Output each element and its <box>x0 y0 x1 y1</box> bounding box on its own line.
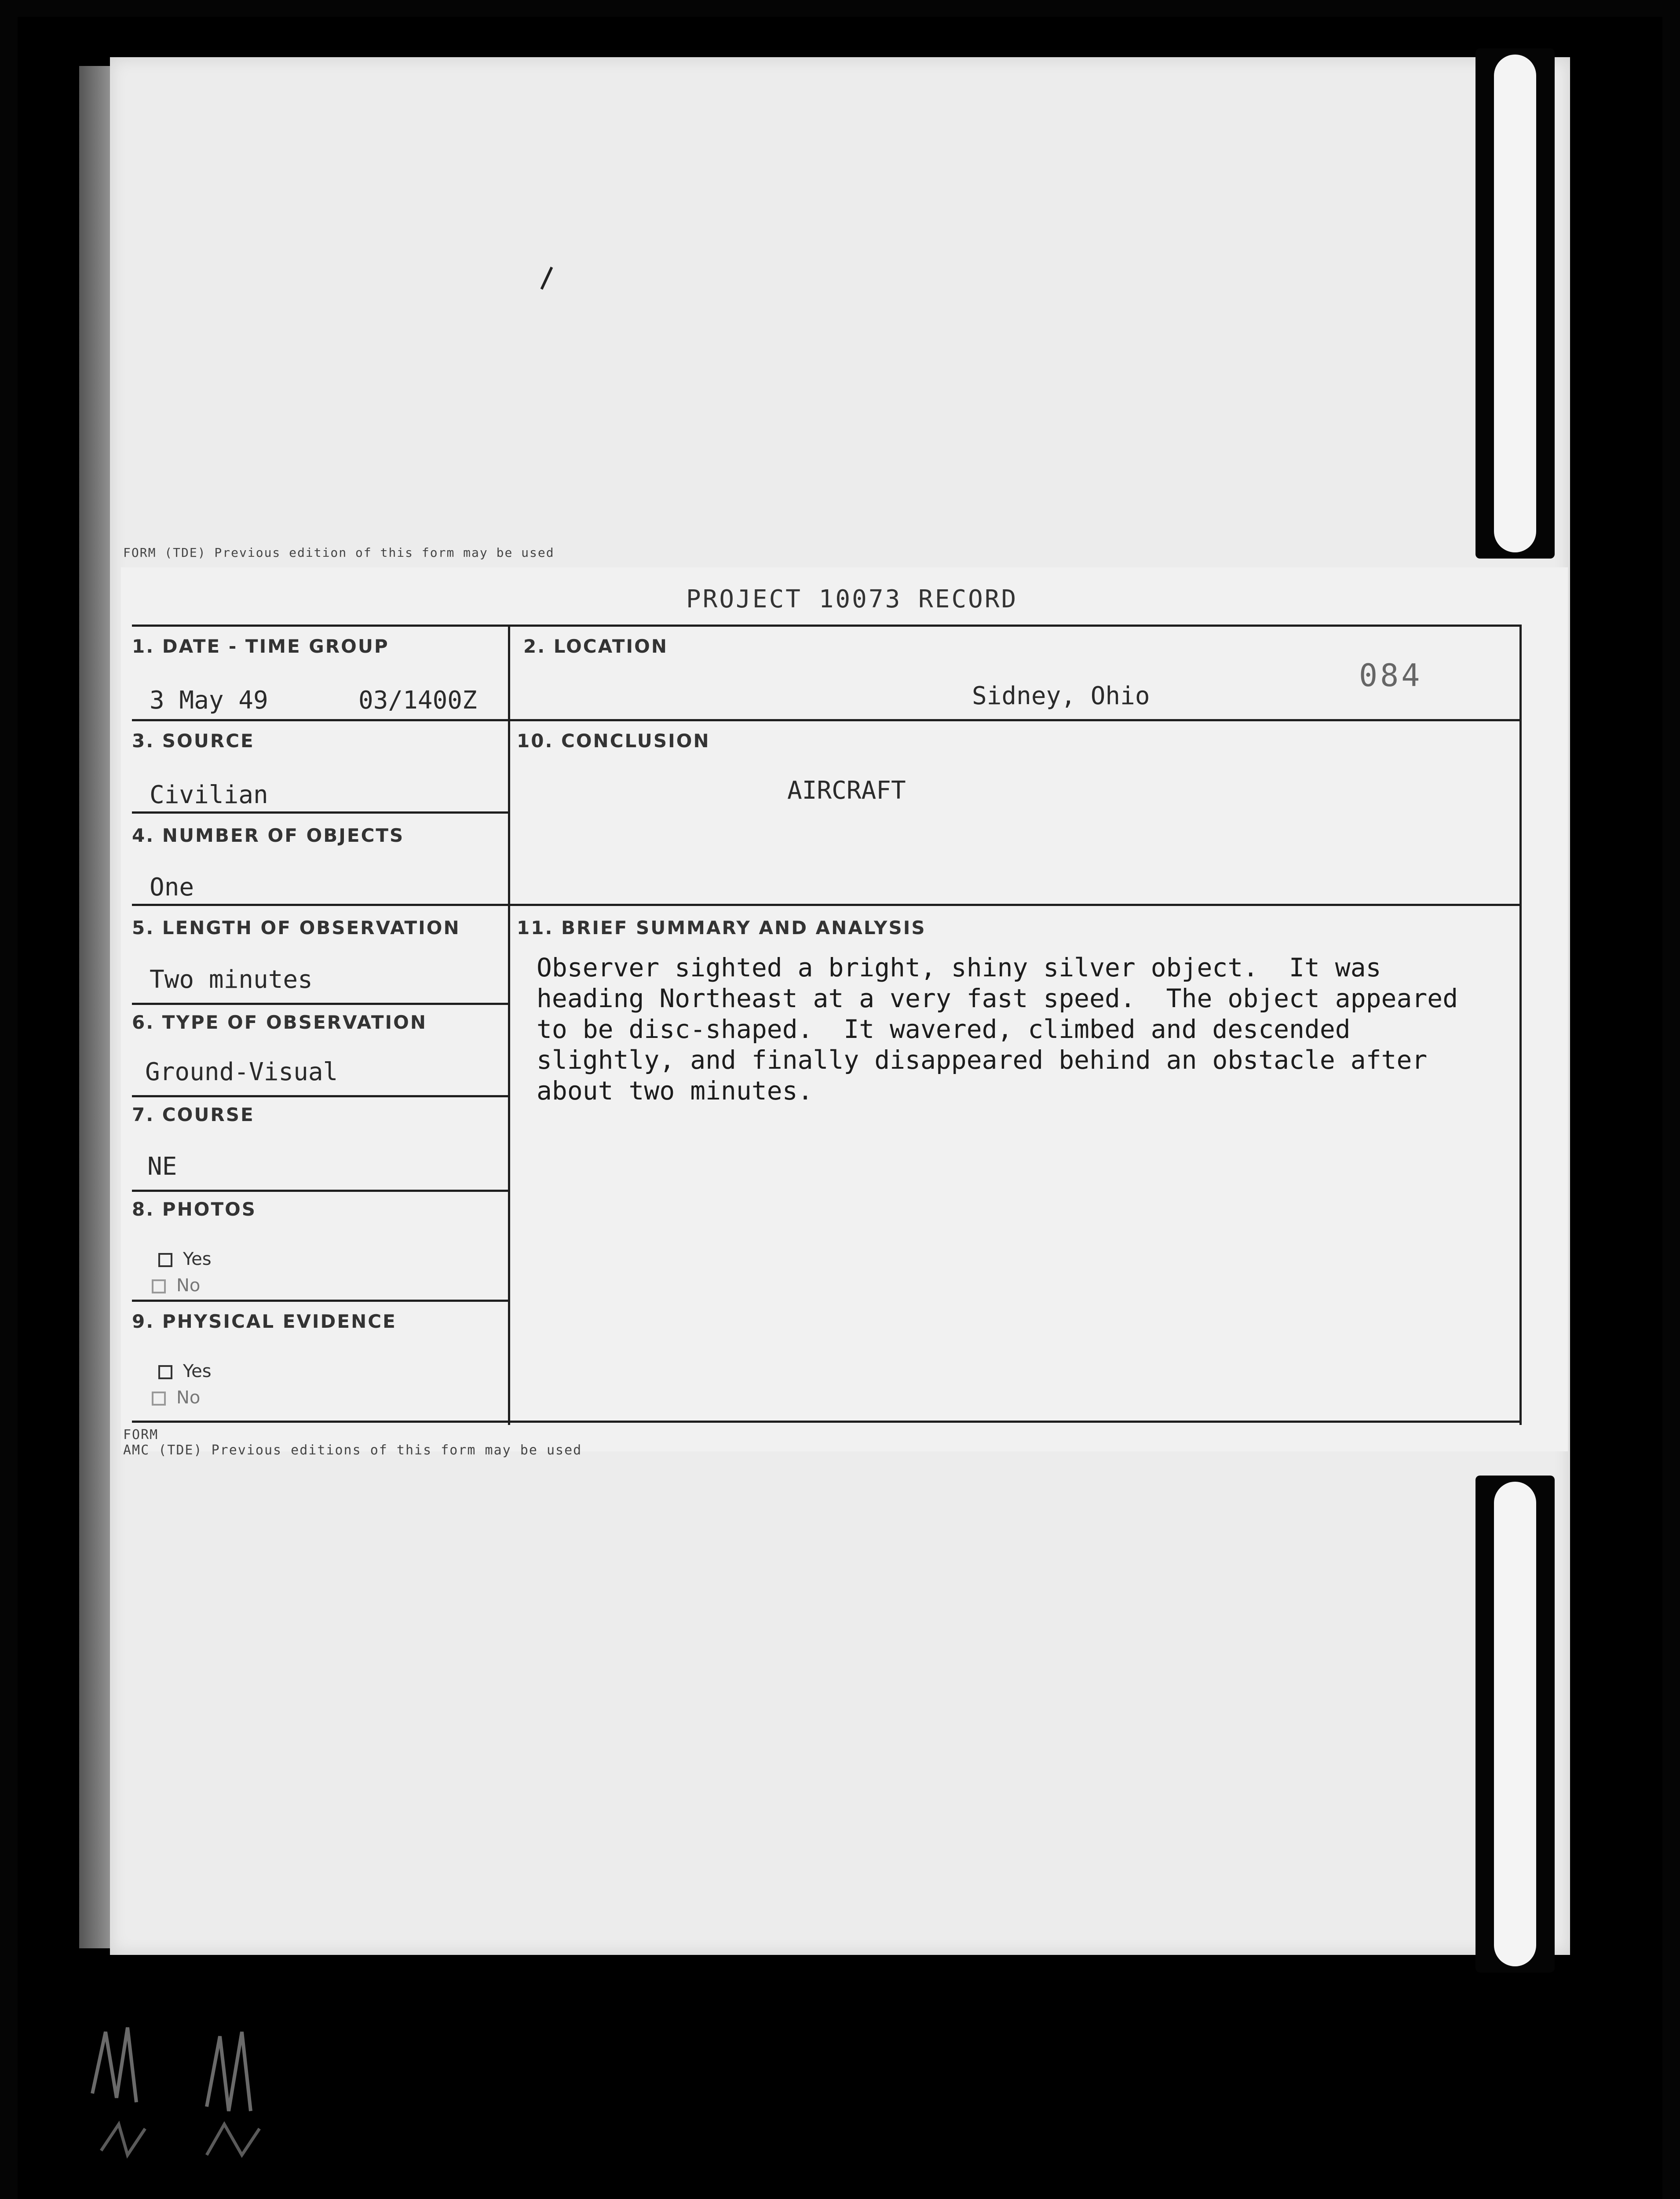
margin-handwriting-marks <box>75 2005 383 2173</box>
binder-clip-top <box>1475 48 1555 559</box>
evidence-yes-checkbox <box>158 1365 172 1379</box>
number-of-objects-value: One <box>150 873 194 902</box>
binder-clip-bottom <box>1475 1476 1555 1973</box>
photos-label: 8. PHOTOS <box>132 1198 257 1220</box>
evidence-yes-label: Yes <box>183 1361 212 1381</box>
course-value: NE <box>147 1152 177 1181</box>
paper-edge-shadow <box>79 66 114 1948</box>
rule-type <box>132 1095 510 1097</box>
type-of-observation-value: Ground-Visual <box>145 1058 338 1086</box>
conclusion-value: AIRCRAFT <box>787 776 906 805</box>
evidence-no-checkbox <box>152 1392 166 1406</box>
evidence-no-option <box>152 1388 200 1408</box>
rule-course <box>132 1190 510 1192</box>
form-header-strip: FORM (TDE) Previous edition of this form may be used <box>123 545 555 560</box>
rule-top <box>132 625 1522 627</box>
length-of-observation-label: 5. LENGTH OF OBSERVATION <box>132 917 460 939</box>
date-value: 3 May 49 <box>150 686 268 715</box>
form-footer-strip: FORM AMC (TDE) Previous editions of this form may be used <box>123 1427 582 1458</box>
rule-right-edge <box>1519 625 1522 1425</box>
document-number-stamp: 084 <box>1359 658 1423 694</box>
length-of-observation-value: Two minutes <box>150 965 313 994</box>
photos-no-option <box>152 1275 200 1296</box>
evidence-yes-option <box>158 1361 212 1381</box>
time-value: 03/1400Z <box>358 686 477 715</box>
conclusion-label: 10. CONCLUSION <box>517 730 710 752</box>
photos-yes-option <box>158 1249 212 1269</box>
photos-yes-checkbox <box>158 1253 172 1267</box>
source-value: Civilian <box>150 781 268 809</box>
photos-no-checkbox <box>152 1279 166 1293</box>
photos-yes-label: Yes <box>183 1249 212 1269</box>
summary-label: 11. BRIEF SUMMARY AND ANALYSIS <box>517 917 926 939</box>
rule-photos <box>132 1300 510 1302</box>
rule-row-2 <box>132 904 1522 906</box>
date-time-label: 1. DATE - TIME GROUP <box>132 636 389 657</box>
rule-bottom <box>132 1421 1522 1423</box>
summary-text: Observer sighted a bright, shiny silver object. It was heading Northeast at a very fast speed. The object appeared to be disc-shaped. It wavered, climbed and descended slightly, and finally disappeared behind an obstacle after about two minutes. <box>537 953 1458 1106</box>
type-of-observation-label: 6. TYPE OF OBSERVATION <box>132 1012 427 1033</box>
photos-no-label: No <box>176 1275 201 1296</box>
evidence-no-label: No <box>176 1388 201 1408</box>
location-label: 2. LOCATION <box>523 636 668 657</box>
course-label: 7. COURSE <box>132 1104 255 1125</box>
rule-column-divider <box>508 625 510 1425</box>
rule-length <box>132 1003 510 1005</box>
location-value: Sidney, Ohio <box>972 682 1150 710</box>
physical-evidence-label: 9. PHYSICAL EVIDENCE <box>132 1311 397 1332</box>
rule-row-1 <box>132 719 1522 721</box>
form-title: PROJECT 10073 RECORD <box>686 585 1018 614</box>
source-label: 3. SOURCE <box>132 730 255 752</box>
number-of-objects-label: 4. NUMBER OF OBJECTS <box>132 825 405 846</box>
rule-source <box>132 811 510 814</box>
